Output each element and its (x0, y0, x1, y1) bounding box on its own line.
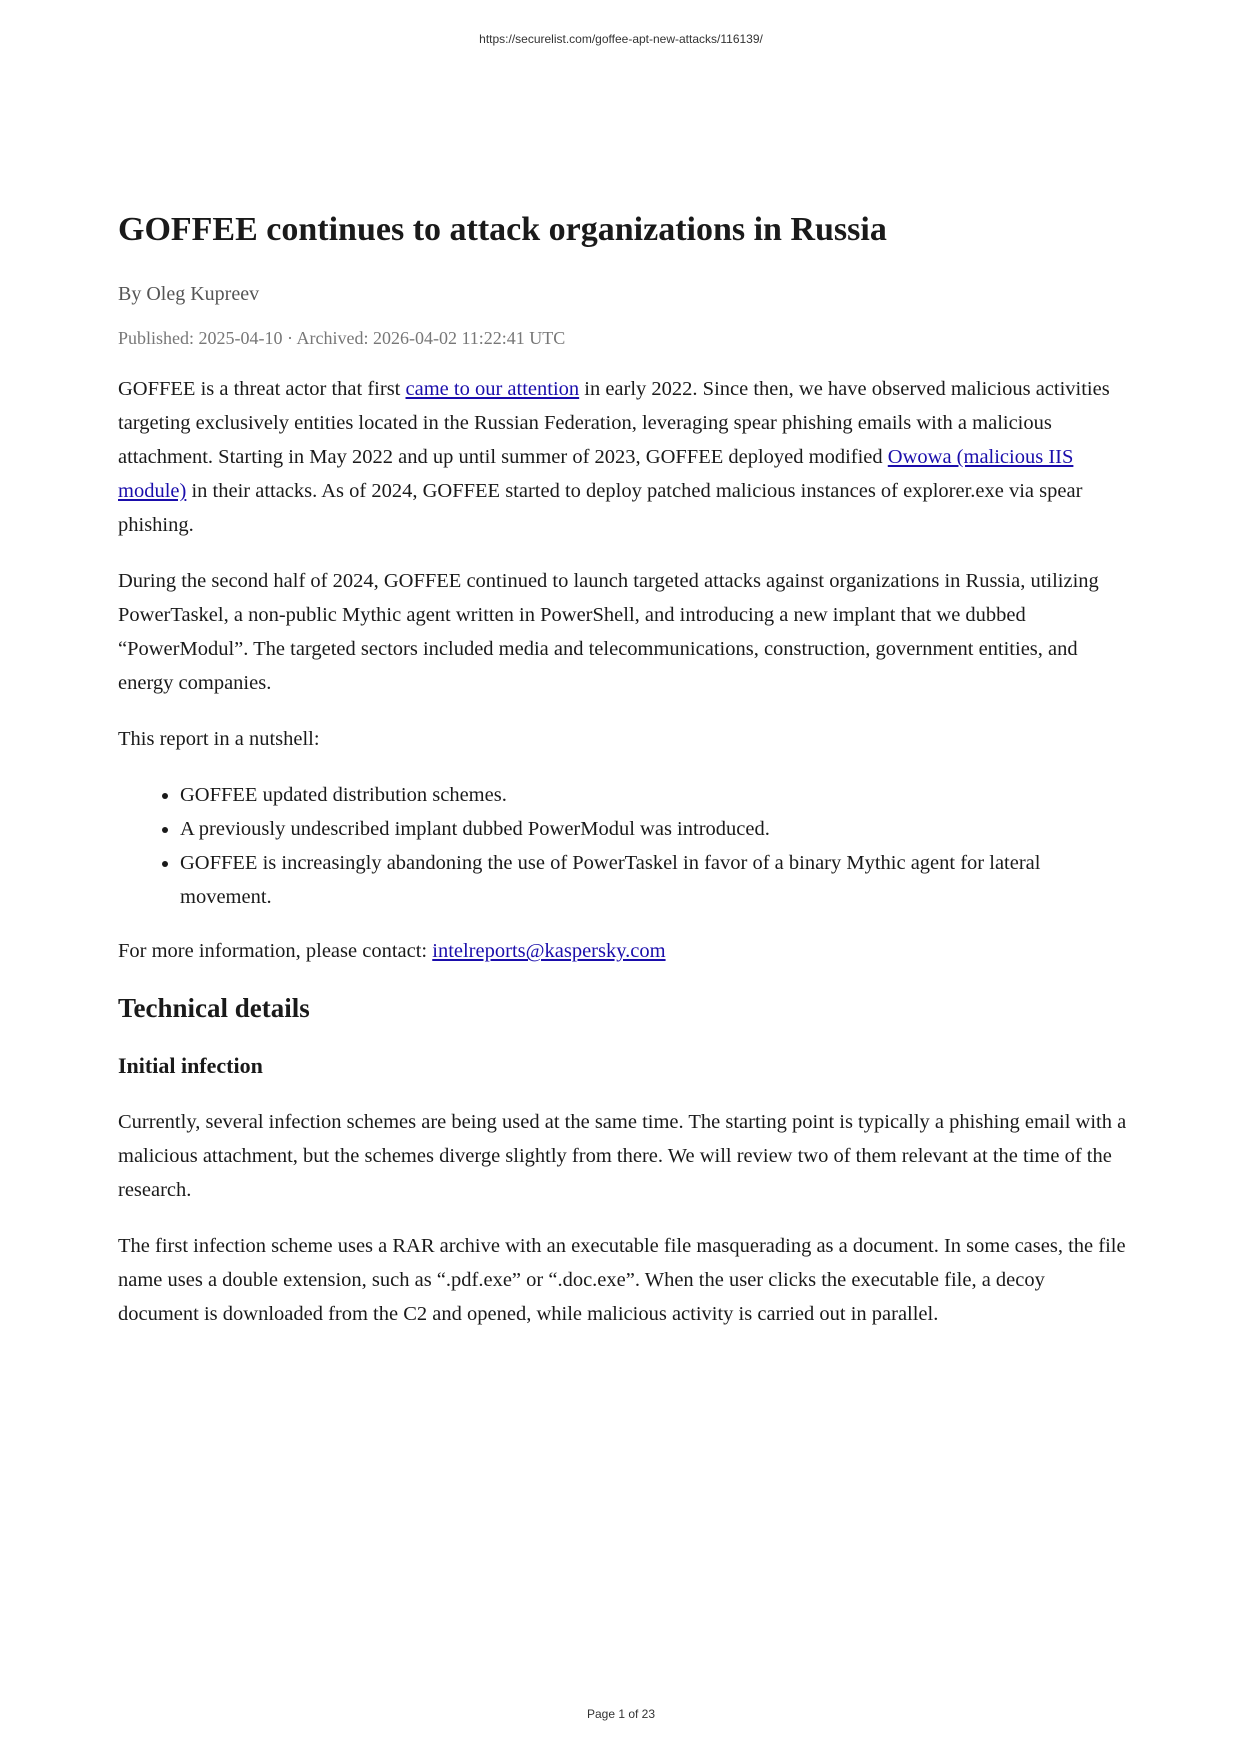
article-byline: By Oleg Kupreev (118, 282, 260, 305)
heading-initial-infection: Initial infection (118, 1052, 263, 1078)
paragraph-intro-text-1: GOFFEE is a threat actor that first (118, 378, 406, 401)
paragraph-infection-schemes: Currently, several infection schemes are being used at the same time. The starting point is typically a phishing email with a malicious attachment, but the schemes diverge slightly from there. We will review two of them relevant at the time of the research. (118, 1110, 1127, 1201)
paragraph-intro-text-2: in early 2022. Since then, we have observed malicious activities targeting exclusively entities located in the Russian Federation, leveraging spear phishing emails with a malicious attachment. Starting in May 2022 and up until summer of 2023, GOFFEE deployed modified (118, 378, 1110, 469)
contact-text: For more information, please contact: (118, 940, 433, 963)
paragraph-nutshell-intro: This report in a nutshell: (118, 728, 320, 751)
article-title: GOFFEE continues to attack organizations in Russia (118, 211, 887, 248)
came-to-our-attention-link[interactable]: came to our attention (405, 378, 580, 401)
heading-technical-details: Technical details (118, 993, 310, 1024)
paragraph-intro (118, 372, 1128, 542)
list-item: • GOFFEE updated distribution schemes. (180, 778, 1128, 812)
article-publish-meta: Published: 2025-04-10 · Archived: 2026-04-02 11:22:41 UTC (118, 327, 566, 348)
paragraph-second-half-2024: During the second half of 2024, GOFFEE continued to launch targeted attacks against organizations in Russia, utilizing PowerTaskel, a non-public Mythic agent written in PowerShell, and introducing a new implant that we dubbed “PowerModul”. The targeted sectors included media and telecommunications, construction, government entities, and energy companies. (118, 570, 1099, 695)
owowa-link[interactable]: Owowa (malicious IIS module) (118, 446, 1074, 503)
page-url-header: https://securelist.com/goffee-apt-new-attacks/116139/ (479, 32, 763, 46)
contact-email-link[interactable]: intelreports@kaspersky.com (432, 940, 666, 963)
list-item: • A previously undescribed implant dubbed PowerModul was introduced. (180, 812, 1128, 846)
paragraph-contact (118, 934, 1128, 968)
article (118, 210, 1128, 1353)
paragraph-intro-text-3: in their attacks. As of 2024, GOFFEE started to deploy patched malicious instances of explorer.exe via spear phishing. (118, 480, 1083, 537)
list-item: • GOFFEE is increasingly abandoning the use of PowerTaskel in favor of a binary Mythic agent for lateral movement. (180, 846, 1128, 914)
nutshell-list (118, 778, 1128, 914)
paragraph-first-scheme: The first infection scheme uses a RAR archive with an executable file masquerading as a document. In some cases, the file name uses a double extension, such as “.pdf.exe” or “.doc.exe”. When the user clicks the executable file, a decoy document is downloaded from the C2 and opened, while malicious activity is carried out in parallel. (118, 1234, 1126, 1325)
page-number: Page 1 of 23 (586, 1707, 656, 1721)
